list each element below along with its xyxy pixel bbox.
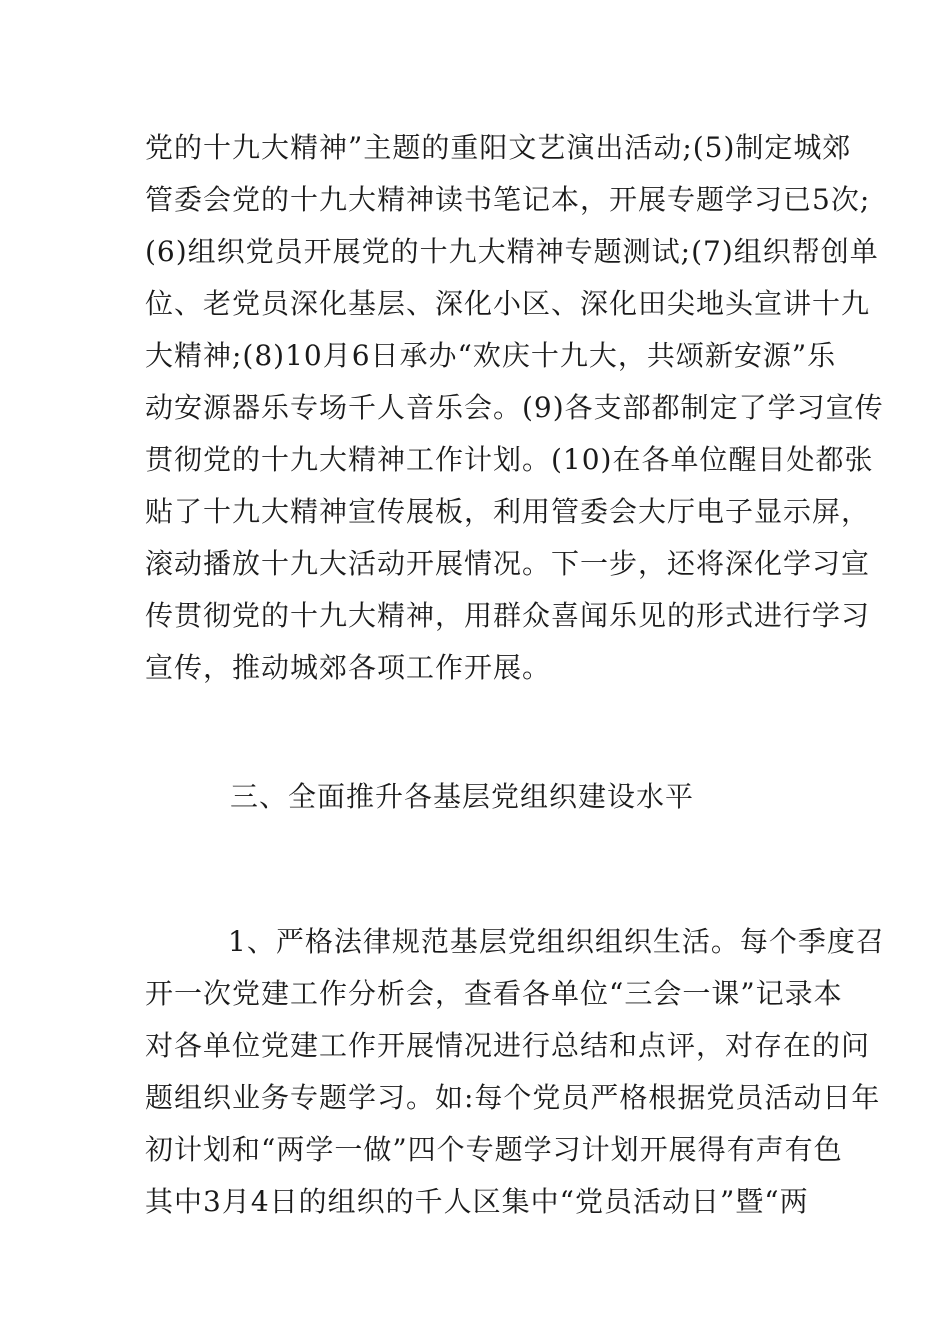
paragraph-1-line-5: 大精神;(8)10月6日承办“欢庆十九大，共颂新安源”乐: [145, 339, 837, 372]
paragraph-2-line-4: 题组织业务专题学习。如:每个党员严格根据党员活动日年: [145, 1081, 881, 1114]
paragraph-1-line-9: 滚动播放十九大活动开展情况。下一步，还将深化学习宣: [145, 547, 871, 580]
paragraph-2-line-2: 开一次党建工作分析会，查看各单位“三会一课”记录本: [145, 977, 843, 1010]
paragraph-1-line-10: 传贯彻党的十九大精神，用群众喜闻乐见的形式进行学习: [145, 599, 871, 632]
paragraph-1-line-8: 贴了十九大精神宣传展板，利用管委会大厅电子显示屏，: [145, 495, 871, 528]
paragraph-1-line-2: 管委会党的十九大精神读书笔记本，开展专题学习已5次;: [145, 183, 871, 216]
paragraph-1-line-11: 宣传，推动城郊各项工作开展。: [145, 651, 552, 684]
paragraph-2-line-6: 其中3月4日的组织的千人区集中“党员活动日”暨“两: [145, 1185, 809, 1218]
paragraph-1-line-1: 党的十九大精神”主题的重阳文艺演出活动;(5)制定城郊: [145, 131, 852, 164]
paragraph-1-line-3: (6)组织党员开展党的十九大精神专题测试;(7)组织帮创单: [145, 235, 879, 268]
paragraph-2-line-1: 1、严格法律规范基层党组织组织生活。每个季度召: [228, 925, 885, 958]
paragraph-1-line-6: 动安源器乐专场千人音乐会。(9)各支部都制定了学习宣传: [145, 391, 884, 424]
paragraph-1-line-4: 位、老党员深化基层、深化小区、深化田尖地头宣讲十九: [145, 287, 871, 320]
paragraph-2-line-3: 对各单位党建工作开展情况进行总结和点评，对存在的问: [145, 1029, 871, 1062]
paragraph-2-line-5: 初计划和“两学一做”四个专题学习计划开展得有声有色: [145, 1133, 843, 1166]
section-heading: 三、全面推升各基层党组织建设水平: [230, 780, 695, 813]
paragraph-1-line-7: 贯彻党的十九大精神工作计划。(10)在各单位醒目处都张: [145, 443, 874, 476]
